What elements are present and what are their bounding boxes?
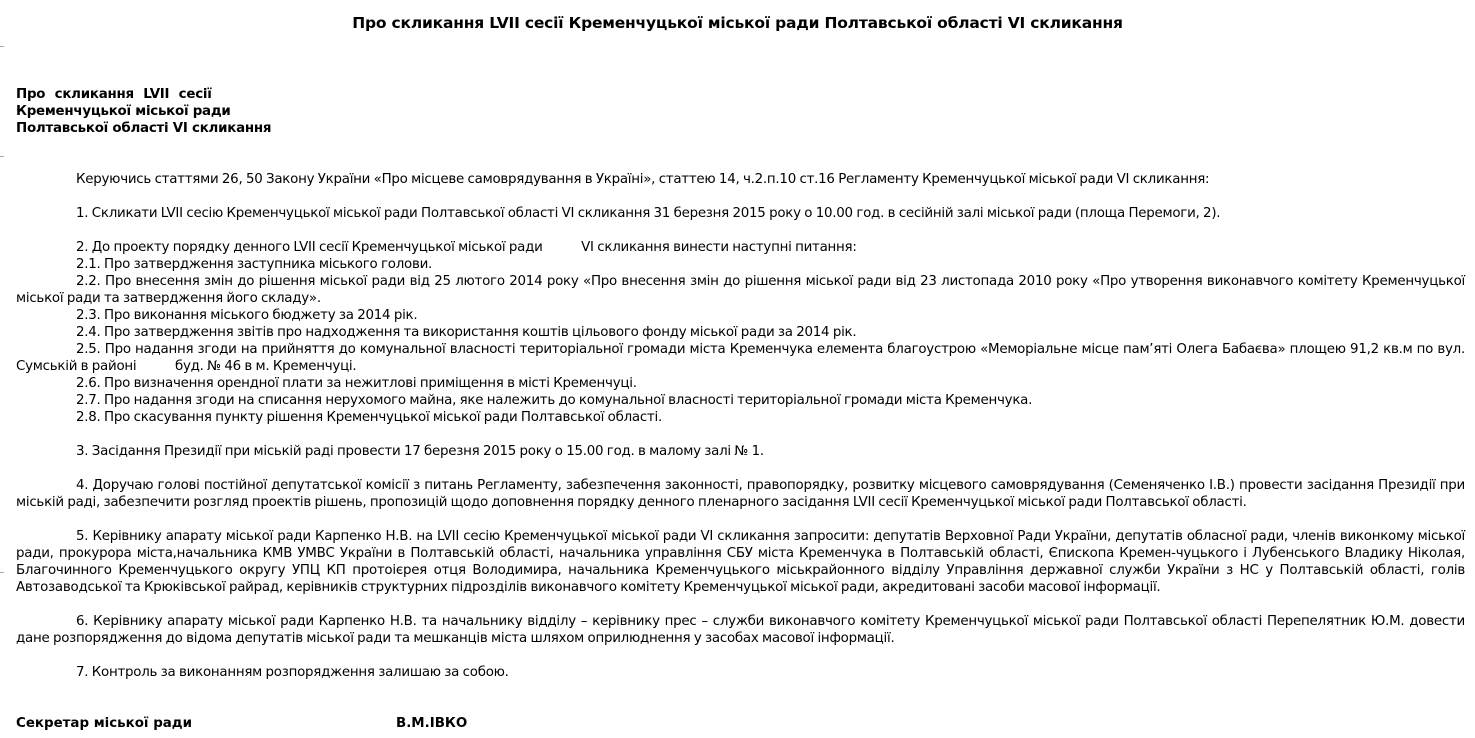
header-line-2: Кременчуцької міської ради [16,104,231,119]
item-5: 5. Керівнику апарату міської ради Карпенко Н.В. на LVII сесію Кременчуцької міської ради VI скликання запросити: депутатів Верховної Ради України, депутатів обласної ради, членів виконкому міської ради, прокурора міста,начальника КМВ УМВС України в Полтавській області, начальника управління СБУ міста Кременчука в Полтавській області, Єпископа Кремен-чуцького і Лубенського Владику Ніколая, Благочинного Кременчуцького округу УПЦ КП протоієрея отця Володимира, начальника Кременчуцького міськрайонного відділу Управління державної служби України з НС у Полтавській області, голів Автозаводської та Крюківської райрад, керівників структурних підрозділів виконавчого комітету Кременчуцької міської ради, акредитовані засоби масової інформації. [16,529,1465,595]
item-6: 6. Керівнику апарату міської ради Карпенко Н.В. та начальнику відділу – керівнику прес – служби виконавчого комітету Кременчуцької міської ради Полтавської області Перепелятник Ю.М. довести дане розпорядження до відома депутатів міської ради та мешканців міста шляхом оприлюднення у засобах масової інформації. [16,614,1465,646]
item-7: 7. Контроль за виконанням розпорядження залишаю за собою. [76,665,509,680]
item-2: 2. До проекту порядку денного LVII сесії Кременчуцької міської ради VI скликання винести наступні питання: [76,240,857,255]
intro-paragraph: Керуючись статтями 26, 50 Закону України «Про місцеве самоврядування в Україні», статтею 14, ч.2.п.10 ст.16 Регламенту Кременчуцької міської ради VI скликання: [76,172,1210,187]
item-2-3: 2.3. Про виконання міського бюджету за 2014 рік. [76,308,418,323]
signature-name: В.М.ІВКО [396,716,468,731]
item-4: 4. Доручаю голові постійної депутатської комісії з питань Регламенту, забезпечення законності, правопорядку, розвитку місцевого самоврядування (Семеняченко І.В.) провести засідання Президії при міській раді, забезпечити розгляд проектів рішень, пропозицій щодо доповнення порядку денного пленарного засідання LVII сесії Кременчуцької міської ради Полтавської області. [16,478,1465,510]
item-2-1: 2.1. Про затвердження заступника міського голови. [76,257,433,272]
item-2-8: 2.8. Про скасування пункту рішення Кременчуцької міської ради Полтавської області. [76,410,663,425]
item-1: 1. Скликати LVII сесію Кременчуцької міської ради Полтавської області VI скликання 31 березня 2015 року о 10.00 год. в сесійній залі міської ради (площа Перемоги, 2). [76,206,1221,221]
item-2-2: 2.2. Про внесення змін до рішення міської ради від 25 лютого 2014 року «Про внесення змін до рішення міської ради від 23 листопада 2010 року «Про утворення виконавчого комітету Кременчуцької міської ради та затвердження його складу». [16,274,1465,306]
header-line-3: Полтавської області VI скликання [16,121,272,136]
item-2-6: 2.6. Про визначення орендної плати за нежитлові приміщення в місті Кременчуці. [76,376,637,391]
item-2-5: 2.5. Про надання згоди на прийняття до комунальної власності територіальної громади міста Кременчука елемента благоустрою «Меморіальне місце пам’яті Олега Бабаєва» площею 91,2 кв.м по вул. Сумській в районі буд. № 46 в м. Кременчуці. [16,342,1469,374]
item-3: 3. Засідання Президії при міській раді провести 17 березня 2015 року о 15.00 год. в малому залі № 1. [76,444,764,459]
item-2-7: 2.7. Про надання згоди на списання нерухомого майна, яке належить до комунальної власності територіальної громади міста Кременчука. [76,393,1033,408]
item-2-4: 2.4. Про затвердження звітів про надходження та використання коштів цільового фонду міської ради за 2014 рік. [76,325,857,340]
signature-position: Секретар міської ради [16,716,193,731]
document-title: Про скликання LVII сесії Кременчуцької міської ради Полтавської області VI скликання [352,14,1123,32]
header-line-1: Про скликання LVII сесії [16,87,212,102]
